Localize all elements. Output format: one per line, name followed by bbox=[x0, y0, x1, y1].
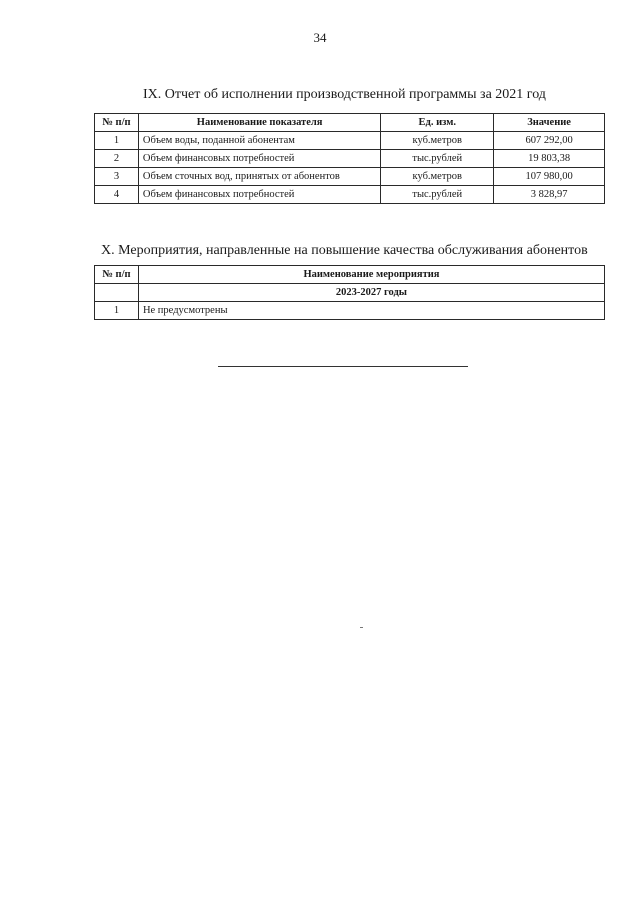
indicator-name: Объем финансовых потребностей bbox=[138, 150, 380, 168]
row-number: 3 bbox=[95, 168, 139, 186]
row-number: 4 bbox=[95, 186, 139, 204]
period-label: 2023-2027 годы bbox=[138, 284, 604, 302]
indicator-name: Объем сточных вод, принятых от абонентов bbox=[138, 168, 380, 186]
row-number: 1 bbox=[95, 132, 139, 150]
unit: тыс.рублей bbox=[381, 186, 494, 204]
closing-rule bbox=[218, 366, 468, 367]
table-header-row bbox=[95, 266, 605, 284]
period-empty-cell bbox=[95, 284, 139, 302]
header-indicator-name: Наименование показателя bbox=[138, 114, 380, 132]
value: 19 803,38 bbox=[494, 150, 605, 168]
section-title-production-report: IX. Отчет об исполнении производственной программы за 2021 год bbox=[143, 87, 546, 102]
unit: тыс.рублей bbox=[381, 150, 494, 168]
header-value: Значение bbox=[494, 114, 605, 132]
service-measures-table bbox=[94, 265, 605, 320]
section-title-service-measures: X. Мероприятия, направленные на повышение качества обслуживания абонентов bbox=[101, 243, 588, 258]
table-row bbox=[95, 132, 605, 150]
row-number: 1 bbox=[95, 302, 139, 320]
header-unit: Ед. изм. bbox=[381, 114, 494, 132]
row-number: 2 bbox=[95, 150, 139, 168]
production-report-table bbox=[94, 113, 605, 204]
unit: куб.метров bbox=[381, 168, 494, 186]
indicator-name: Объем воды, поданной абонентам bbox=[138, 132, 380, 150]
value: 3 828,97 bbox=[494, 186, 605, 204]
table-row bbox=[95, 302, 605, 320]
table-row bbox=[95, 150, 605, 168]
value: 107 980,00 bbox=[494, 168, 605, 186]
header-number: № п/п bbox=[95, 114, 139, 132]
table-row bbox=[95, 186, 605, 204]
scan-speck bbox=[360, 627, 363, 628]
unit: куб.метров bbox=[381, 132, 494, 150]
table-header-row bbox=[95, 114, 605, 132]
value: 607 292,00 bbox=[494, 132, 605, 150]
measure-name: Не предусмотрены bbox=[138, 302, 604, 320]
period-row bbox=[95, 284, 605, 302]
header-number: № п/п bbox=[95, 266, 139, 284]
page-number: 34 bbox=[313, 30, 327, 45]
table-row bbox=[95, 168, 605, 186]
header-measure-name: Наименование мероприятия bbox=[138, 266, 604, 284]
indicator-name: Объем финансовых потребностей bbox=[138, 186, 380, 204]
